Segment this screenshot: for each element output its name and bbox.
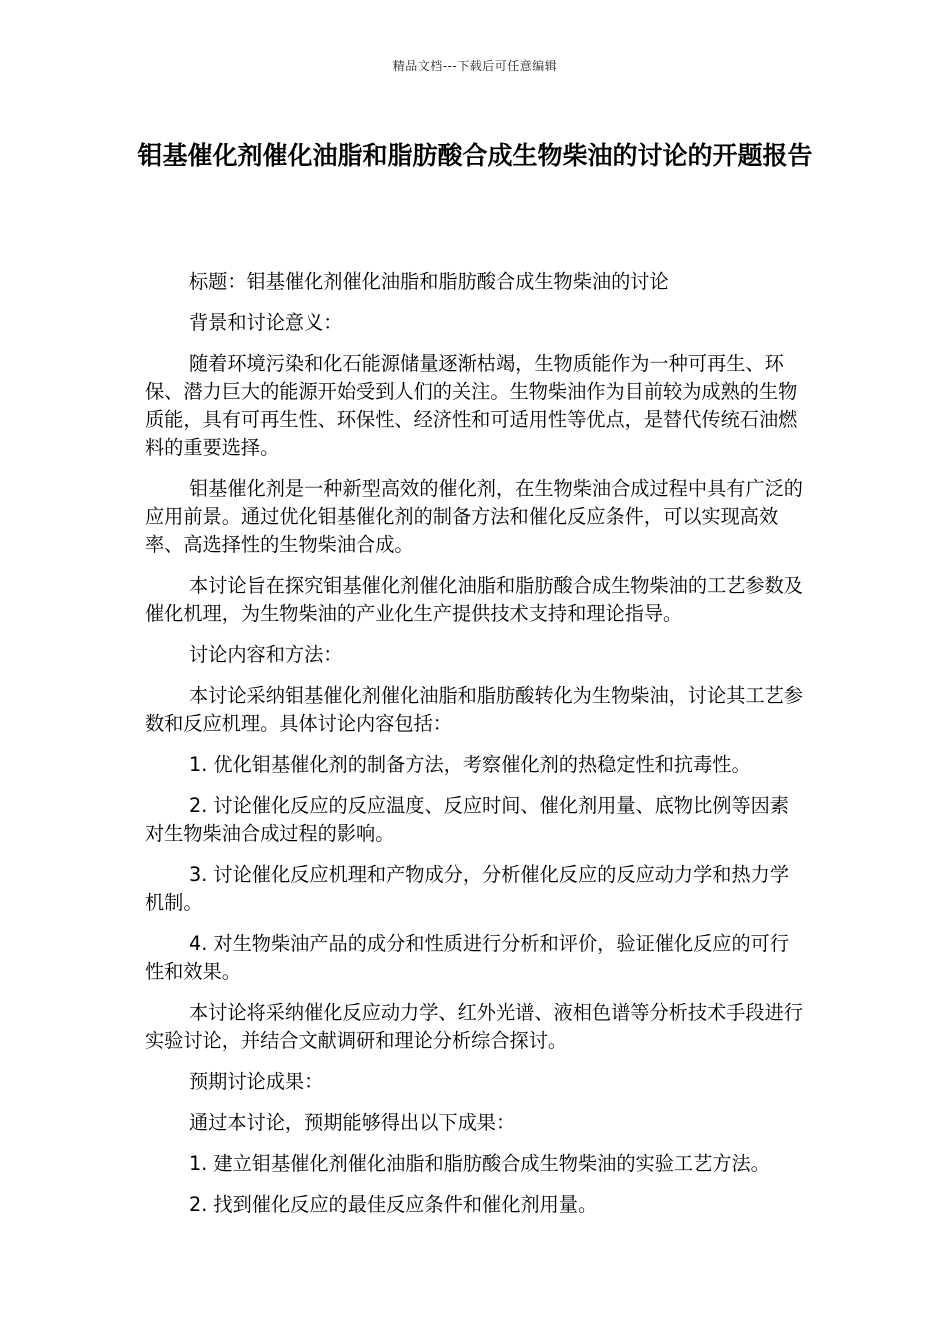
section-heading-expected-results: 预期讨论成果： [189,1070,324,1093]
list-item: 1. 建立钼基催化剂催化油脂和脂肪酸合成生物柴油的实验工艺方法。 [189,1152,770,1175]
paragraph: 随着环境污染和化石能源储量逐渐枯竭，生物质能作为一种可再生、环保、潜力巨大的能源开始受到人们的关注。生物柴油作为目前较为成熟的生物质能，具有可再生性、环保性、经济性和可适用性等优点，是替代传统石油燃料的重要选择。 [145,352,798,459]
section-heading-background: 背景和讨论意义： [189,311,343,334]
document-body [145,268,805,1232]
paragraph: 通过本讨论，预期能够得出以下成果： [189,1111,516,1134]
document-title: 钼基催化剂催化油脂和脂肪酸合成生物柴油的讨论的开题报告 [137,141,813,170]
list-item: 2. 讨论催化反应的反应温度、反应时间、催化剂用量、底物比例等因素对生物柴油合成过程的影响。 [145,794,790,845]
paragraph-topic: 标题：钼基催化剂催化油脂和脂肪酸合成生物柴油的讨论 [189,270,669,293]
paragraph: 本讨论将采纳催化反应动力学、红外光谱、液相色谱等分析技术手段进行实验讨论，并结合文献调研和理论分析综合探讨。 [145,1001,803,1052]
paragraph: 本讨论采纳钼基催化剂催化油脂和脂肪酸转化为生物柴油，讨论其工艺参数和反应机理。具体讨论内容包括： [145,684,803,735]
paragraph: 本讨论旨在探究钼基催化剂催化油脂和脂肪酸合成生物柴油的工艺参数及催化机理，为生物柴油的产业化生产提供技术支持和理论指导。 [145,574,803,625]
list-item: 3. 讨论催化反应机理和产物成分，分析催化反应的反应动力学和热力学机制。 [145,863,790,914]
page-header: 精品文档---下载后可任意编辑 [392,59,558,73]
list-item: 1. 优化钼基催化剂的制备方法，考察催化剂的热稳定性和抗毒性。 [189,753,751,776]
paragraph: 钼基催化剂是一种新型高效的催化剂，在生物柴油合成过程中具有广泛的应用前景。通过优化钼基催化剂的制备方法和催化反应条件，可以实现高效率、高选择性的生物柴油合成。 [145,477,803,556]
list-item: 4. 对生物柴油产品的成分和性质进行分析和评价，验证催化反应的可行性和效果。 [145,932,790,983]
section-heading-content-methods: 讨论内容和方法： [189,643,343,666]
list-item: 2. 找到催化反应的最佳反应条件和催化剂用量。 [189,1193,598,1216]
